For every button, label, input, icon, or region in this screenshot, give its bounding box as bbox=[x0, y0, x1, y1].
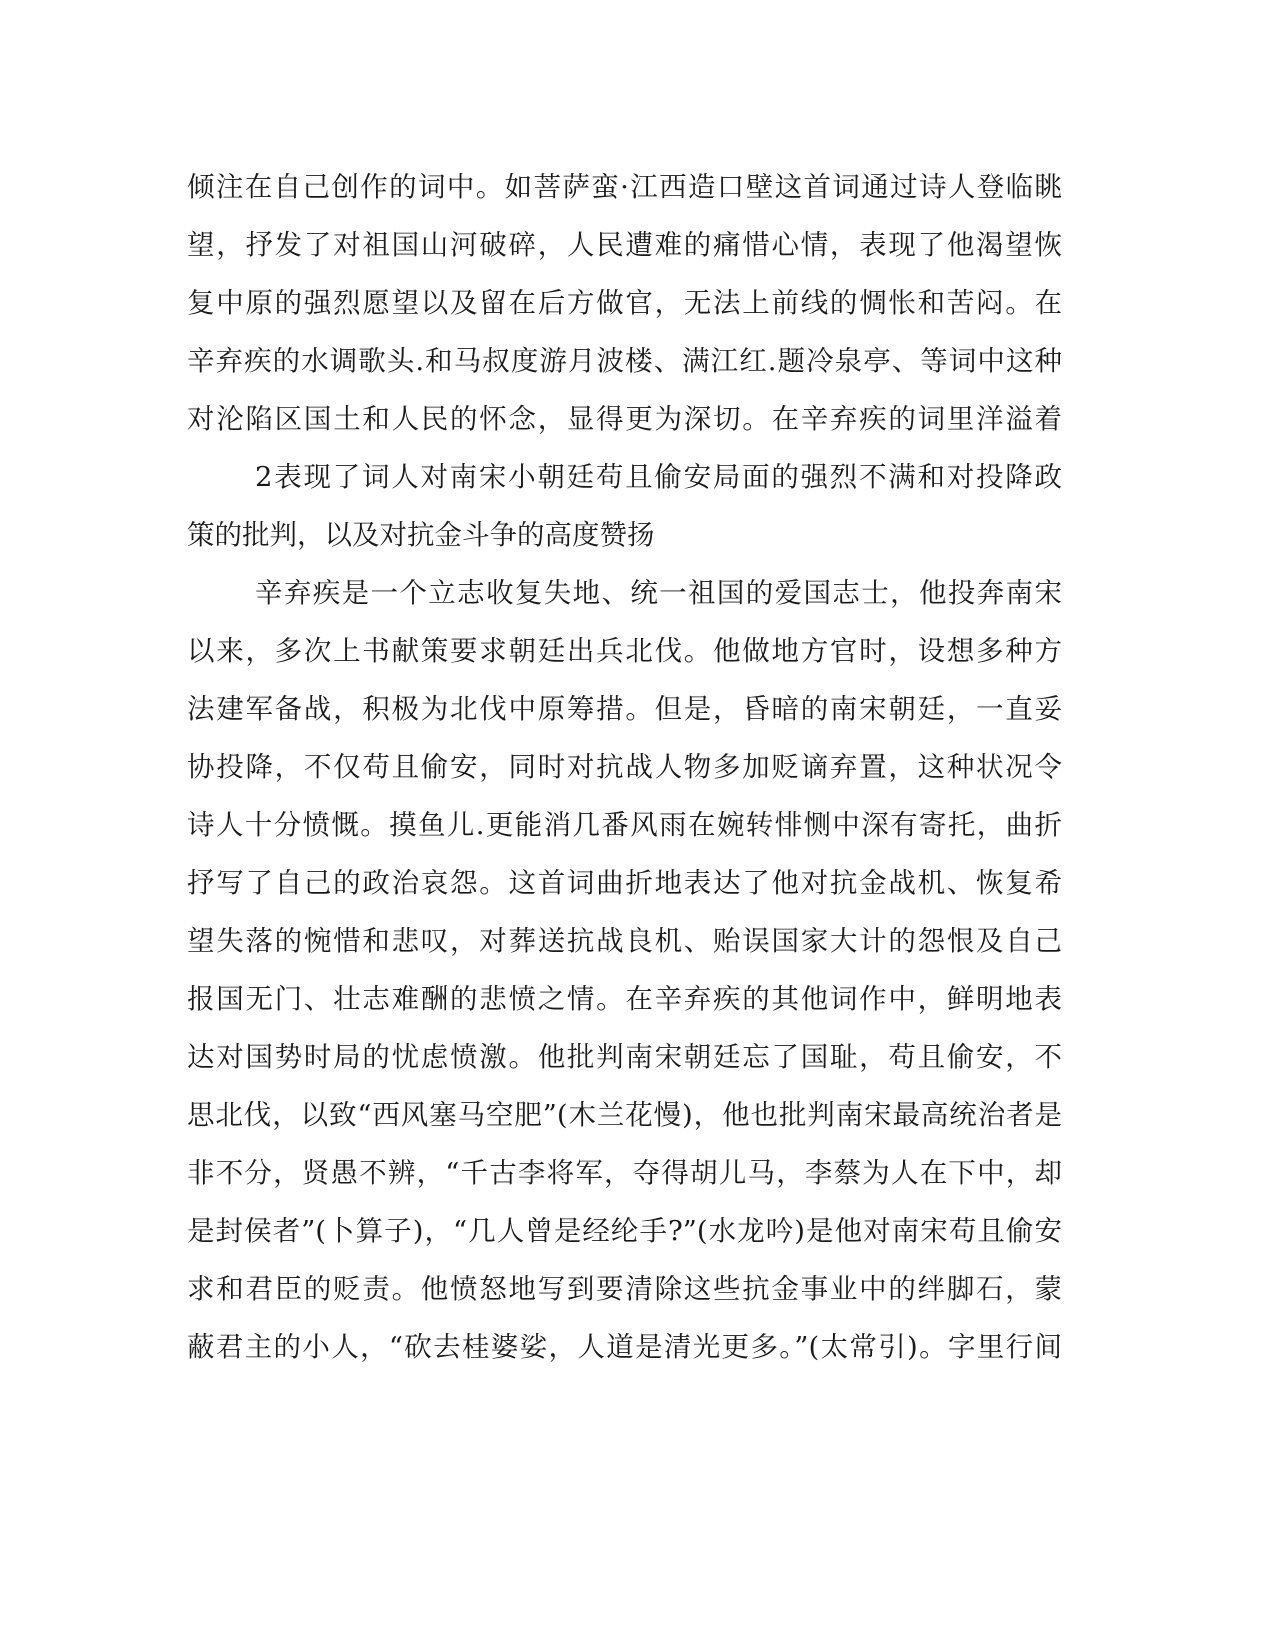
text-line: 辛弃疾的水调歌头.和马叔度游月波楼、满江红.题冷泉亭、等词中这种 bbox=[187, 345, 1062, 377]
text-line: 报国无门、壮志难酬的悲愤之情。在辛弃疾的其他词作中，鲜明地表 bbox=[187, 983, 1062, 1015]
text-line: 策的批判，以及对抗金斗争的高度赞扬 bbox=[187, 519, 655, 551]
text-line: 非不分，贤愚不辨，“千古李将军，夺得胡儿马，李蔡为人在下中，却 bbox=[187, 1157, 1062, 1189]
text-line: 以来，多次上书献策要求朝廷出兵北伐。他做地方官时，设想多种方 bbox=[187, 635, 1062, 667]
text-line: 达对国势时局的忧虑愤激。他批判南宋朝廷忘了国耻，苟且偷安，不 bbox=[187, 1041, 1062, 1073]
text-line: 望，抒发了对祖国山河破碎，人民遭难的痛惜心情，表现了他渴望恢 bbox=[187, 229, 1062, 261]
text-line: 求和君臣的贬责。他愤怒地写到要清除这些抗金事业中的绊脚石，蒙 bbox=[187, 1273, 1062, 1305]
text-line: 是封侯者”(卜算子)，“几人曾是经纶手?”(水龙吟)是他对南宋苟且偷安 bbox=[187, 1215, 1062, 1247]
text-line: 蔽君主的小人，“砍去桂婆娑，人道是清光更多。”(太常引)。字里行间 bbox=[187, 1331, 1062, 1363]
text-line: 思北伐，以致“西风塞马空肥”(木兰花慢)，他也批判南宋最高统治者是 bbox=[187, 1099, 1062, 1131]
text-line: 协投降，不仅苟且偷安，同时对抗战人物多加贬谪弃置，这种状况令 bbox=[187, 751, 1062, 783]
document-body bbox=[187, 158, 1062, 1376]
paragraph bbox=[187, 158, 1062, 448]
text-line: 辛弃疾是一个立志收复失地、统一祖国的爱国志士，他投奔南宋 bbox=[255, 577, 1062, 609]
text-line: 望失落的惋惜和悲叹，对葬送抗战良机、贻误国家大计的怨恨及自己 bbox=[187, 925, 1062, 957]
paragraph bbox=[187, 448, 1062, 564]
text-line: 法建军备战，积极为北伐中原筹措。但是，昏暗的南宋朝廷，一直妥 bbox=[187, 693, 1062, 725]
text-line: 对沦陷区国土和人民的怀念，显得更为深切。在辛弃疾的词里洋溢着 bbox=[187, 403, 1062, 435]
text-line: 2表现了词人对南宋小朝廷苟且偷安局面的强烈不满和对投降政 bbox=[255, 461, 1062, 493]
paragraph bbox=[187, 564, 1062, 1376]
text-line: 倾注在自己创作的词中。如菩萨蛮·江西造口壁这首词通过诗人登临眺 bbox=[187, 171, 1062, 203]
text-line: 抒写了自己的政治哀怨。这首词曲折地表达了他对抗金战机、恢复希 bbox=[187, 867, 1062, 899]
text-line: 复中原的强烈愿望以及留在后方做官，无法上前线的惆怅和苦闷。在 bbox=[187, 287, 1062, 319]
text-line: 诗人十分愤慨。摸鱼儿.更能消几番风雨在婉转悱恻中深有寄托，曲折 bbox=[187, 809, 1062, 841]
